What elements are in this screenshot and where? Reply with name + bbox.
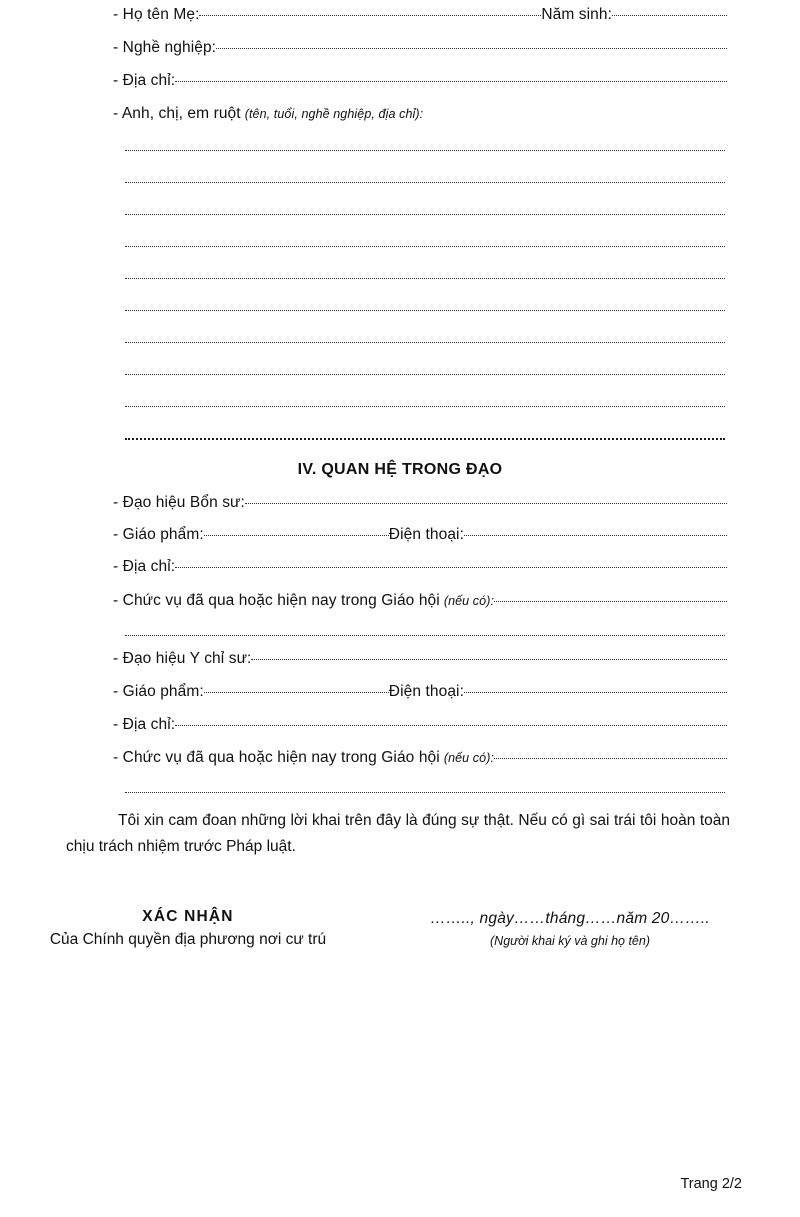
confirmation-subtitle: Của Chính quyền địa phương nơi cư trú (49, 931, 327, 948)
field-fill-mentor-position[interactable] (494, 748, 727, 762)
blank-dotted-line[interactable] (125, 372, 725, 375)
field-fill-mentor-phone[interactable] (464, 682, 727, 696)
field-row-siblings (113, 103, 727, 125)
field-label-master-rank: - Giáo phẩm: (113, 526, 204, 543)
field-fill-master-position[interactable] (494, 591, 727, 605)
declarant-signature-block (400, 908, 740, 952)
field-row-address (113, 70, 727, 92)
field-fill-master-rank[interactable] (204, 525, 389, 539)
field-label-mother-name: - Họ tên Mẹ: (113, 6, 200, 23)
blank-dotted-line[interactable] (125, 340, 725, 343)
field-label-birth-year: Năm sinh: (541, 6, 612, 23)
confirmation-title: XÁC NHẬN (142, 908, 234, 925)
confirmation-block (18, 906, 358, 952)
field-label-occupation: - Nghề nghiệp: (113, 39, 217, 56)
field-label-mentor-position: - Chức vụ đã qua hoặc hiện nay trong Giáo hội (113, 749, 440, 766)
field-row-mentor-dharma-name (113, 648, 727, 670)
blank-dotted-line[interactable] (125, 212, 725, 215)
section-heading-iv: IV. QUAN HỆ TRONG ĐẠO (297, 461, 503, 478)
field-row-master-address (113, 556, 727, 578)
field-fill-mentor-address[interactable] (175, 715, 727, 729)
field-fill-mentor-dharma-name[interactable] (251, 649, 727, 663)
declaration-paragraph: Tôi xin cam đoan những lời khai trên đây là đúng sự thật. Nếu có gì sai trái tôi hoàn toàn chịu trách nhiệm trước Pháp luật. (66, 812, 730, 855)
blank-dotted-line[interactable] (125, 180, 725, 183)
field-fill-mentor-rank[interactable] (204, 682, 389, 696)
field-row-master-rank (113, 524, 727, 546)
field-hint-mentor-position: (nếu có): (443, 751, 495, 765)
blank-dotted-line[interactable] (125, 244, 725, 247)
field-fill-mother-name[interactable] (199, 5, 541, 19)
field-fill-master-phone[interactable] (464, 525, 727, 539)
field-label-siblings: - Anh, chị, em ruột (113, 105, 241, 122)
date-line[interactable]: …….., ngày……tháng……năm 20…….. (430, 910, 710, 927)
field-label-master-address: - Địa chỉ: (113, 558, 176, 575)
blank-dotted-line[interactable] (125, 148, 725, 151)
field-row-mentor-position (113, 747, 727, 769)
field-row-mentor-rank (113, 681, 727, 703)
blank-dotted-line[interactable] (125, 436, 725, 440)
field-hint-master-position: (nếu có): (443, 594, 495, 608)
field-label-mentor-rank: - Giáo phẩm: (113, 683, 204, 700)
field-fill-master-dharma-name[interactable] (245, 493, 727, 507)
field-label-master-phone: Điện thoại: (388, 526, 464, 543)
page-footer: Trang 2/2 (680, 1176, 742, 1192)
blank-dotted-line[interactable] (125, 404, 725, 407)
field-fill-master-position-continued[interactable] (125, 633, 725, 636)
declarant-signature-note: (Người khai ký và ghi họ tên) (490, 934, 650, 948)
blank-dotted-line[interactable] (125, 308, 725, 311)
blank-dotted-line[interactable] (125, 276, 725, 279)
field-label-mentor-dharma-name: - Đạo hiệu Y chỉ sư: (113, 650, 252, 667)
field-row-mother-name (113, 4, 727, 26)
field-row-master-position (113, 590, 727, 612)
field-label-mentor-phone: Điện thoại: (388, 683, 464, 700)
field-row-occupation (113, 37, 727, 59)
field-label-mentor-address: - Địa chỉ: (113, 716, 176, 733)
field-row-master-dharma-name (113, 492, 727, 514)
field-hint-siblings: (tên, tuổi, nghề nghiệp, địa chỉ): (244, 107, 424, 121)
field-fill-occupation[interactable] (216, 38, 727, 52)
field-label-address: - Địa chỉ: (113, 72, 176, 89)
field-fill-mentor-position-continued[interactable] (125, 790, 725, 793)
field-fill-master-address[interactable] (175, 557, 727, 571)
field-label-master-dharma-name: - Đạo hiệu Bổn sư: (113, 494, 245, 511)
field-fill-birth-year[interactable] (612, 5, 727, 19)
field-label-master-position: - Chức vụ đã qua hoặc hiện nay trong Giáo hội (113, 592, 440, 609)
field-fill-address[interactable] (175, 71, 727, 85)
field-row-mentor-address (113, 714, 727, 736)
